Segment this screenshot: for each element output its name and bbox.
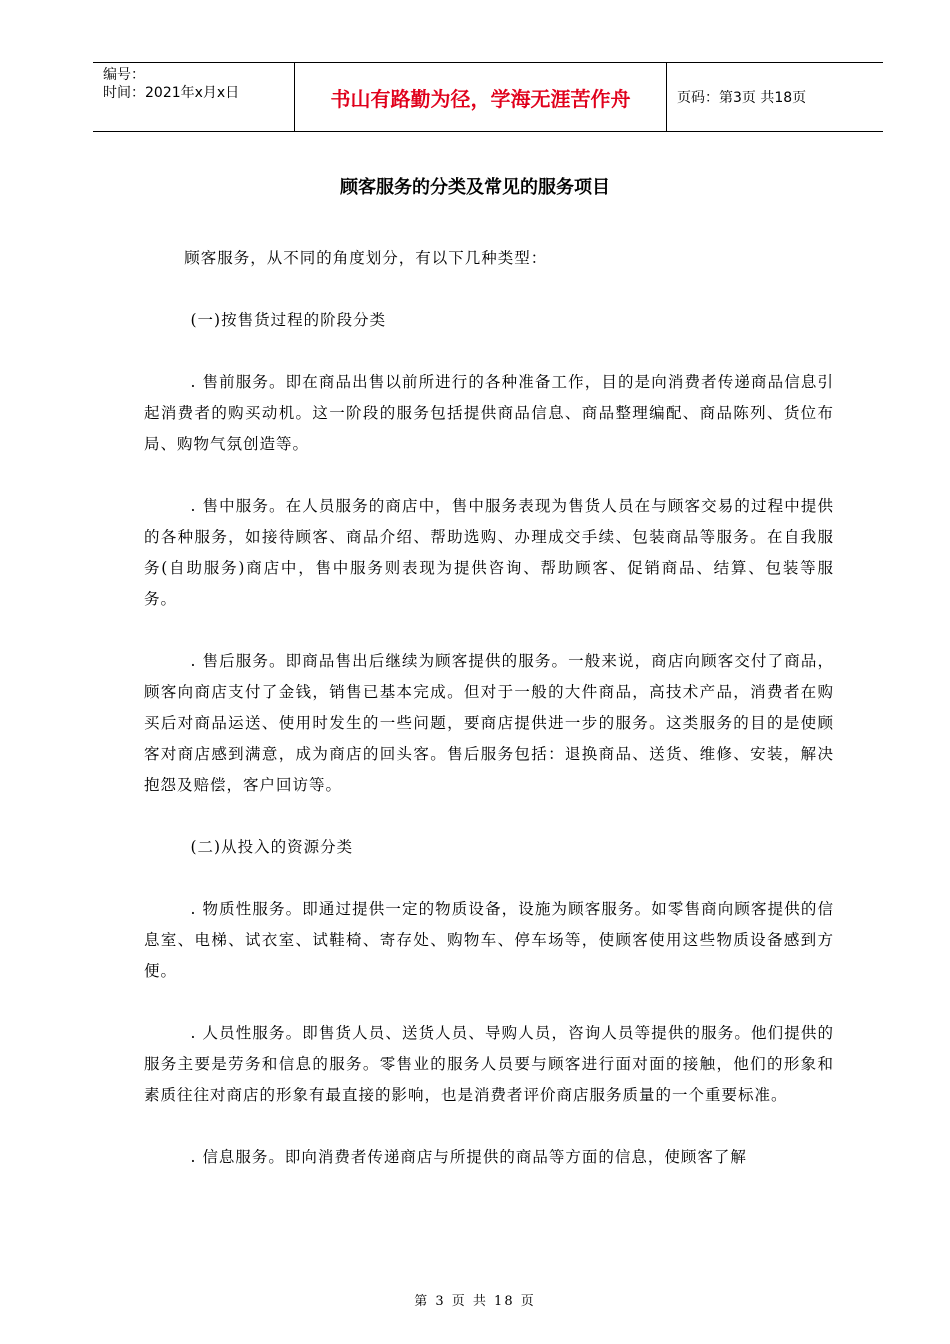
section-heading-2: (二)从投入的资源分类 (190, 838, 354, 856)
page-footer: 第 3 页 共 18 页 (414, 1294, 536, 1309)
header-number: 编号： (103, 67, 145, 83)
header-meta (93, 63, 295, 131)
paragraph-personnel-service: . 人员性服务。即售货人员、送货人员、导购人员，咨询人员等提供的服务。他们提供的服务主要是劳务和信息的服务。零售业的服务人员要与顾客进行面对面的接触，他们的形象和素质往往对商店的形象有最直接的影响，也是消费者评价商店服务质量的一个重要标准。 (144, 1024, 834, 1104)
paragraph-pre-sale: . 售前服务。即在商品出售以前所进行的各种准备工作，目的是向消费者传递商品信息引起消费者的购买动机。这一阶段的服务包括提供商品信息、商品整理编配、商品陈列、货位布局、购物气氛创造等。 (144, 373, 834, 453)
header-motto: 书山有路勤为径，学海无涯苦作舟 (295, 63, 667, 131)
paragraph-intro: 顾客服务，从不同的角度划分，有以下几种类型： (184, 249, 548, 267)
document-body (144, 243, 834, 1204)
paragraph-material-service: . 物质性服务。即通过提供一定的物质设备，设施为顾客服务。如零售商向顾客提供的信息室、电梯、试衣室、试鞋椅、寄存处、购物车、停车场等，使顾客使用这些物质设备感到方便。 (144, 900, 834, 980)
paragraph-in-sale: . 售中服务。在人员服务的商店中，售中服务表现为售货人员在与顾客交易的过程中提供的各种服务，如接待顾客、商品介绍、帮助选购、办理成交手续、包装商品等服务。在自我服务(自助服务)商店中，售中服务则表现为提供咨询、帮助顾客、促销商品、结算、包装等服务。 (144, 497, 834, 608)
page-header (93, 62, 883, 132)
document-title: 顾客服务的分类及常见的服务项目 (340, 177, 610, 198)
header-page: 页码：第3页 共18页 (677, 90, 807, 106)
paragraph-after-sale: . 售后服务。即商品售出后继续为顾客提供的服务。一般来说，商店向顾客交付了商品，顾客向商店支付了金钱，销售已基本完成。但对于一般的大件商品，高技术产品，消费者在购买后对商品运送、使用时发生的一些问题，要商店提供进一步的服务。这类服务的目的是使顾客对商店感到满意，成为商店的回头客。售后服务包括：退换商品、送货、维修、安装，解决抱怨及赔偿，客户回访等。 (144, 652, 834, 794)
header-time: 时间：2021年x月x日 (103, 85, 240, 101)
section-heading-1: (一)按售货过程的阶段分类 (190, 311, 387, 329)
paragraph-information-service: . 信息服务。即向消费者传递商店与所提供的商品等方面的信息，使顾客了解 (190, 1148, 747, 1166)
